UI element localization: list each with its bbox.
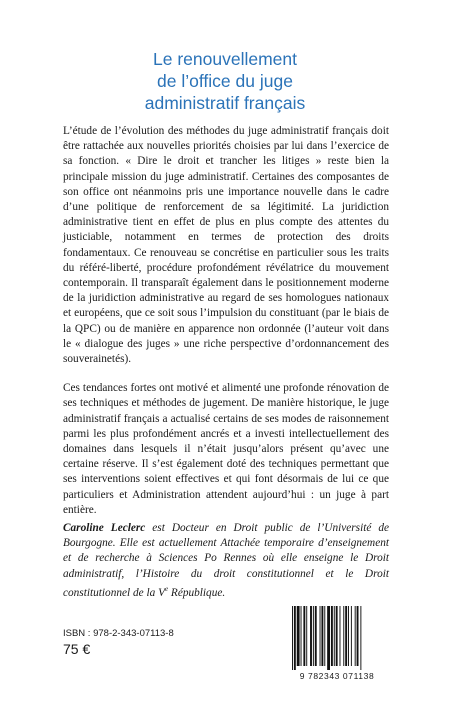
- barcode-bar: [351, 606, 352, 666]
- summary-paragraph-2: Ces tendances fortes ont motivé et alimenté une profonde rénovation de ses techniques et méthodes de jugement. De manière historique, le juge administratif français a actualisé certains de ses modes de raisonnement parmi les plus profondément ancrés et a investi intellectuellement des domaines dans lesquels il n’était jusqu’alors présent qu’avec une certaine réserve. Il s’est également doté des techniques permettant que ses interventions soient effectives et qui font désormais de lui ce que particuliers et Administration attendent aujourd’hui : un juge à part entière.: [63, 382, 389, 516]
- author-name: Caroline Leclerc: [63, 522, 146, 534]
- barcode-bar: [345, 606, 347, 666]
- author-bio-superscript: e: [164, 584, 169, 593]
- title-line-1: Le renouvellement: [153, 49, 297, 69]
- barcode-bar: [294, 606, 296, 670]
- barcode-bar: [315, 606, 317, 666]
- author-bio: [63, 521, 389, 601]
- author-bio-text-1: est Docteur en Droit public de l’Université de Bourgogne. Elle est actuellement Attachée temporaire d’enseignement et de recherche à Sciences Po Rennes où elle enseigne le Droit administratif, l’Histoire du droit constitutionnel et le Droit constitutionnel de la V: [63, 522, 390, 599]
- barcode-bar: [306, 606, 307, 666]
- barcode-bar: [334, 606, 335, 666]
- barcode-bar: [303, 606, 305, 666]
- isbn-text: ISBN : 978-2-343-07113-8: [63, 628, 174, 639]
- barcode-bar: [324, 606, 325, 666]
- title-line-3: administratif français: [144, 93, 306, 113]
- barcode-bar: [292, 606, 293, 670]
- barcode-digits: 9 782343 071138: [299, 671, 375, 681]
- summary-text: [63, 124, 389, 532]
- barcode-bar: [313, 606, 314, 666]
- barcode-bars: [288, 606, 388, 672]
- barcode-bar: [331, 606, 333, 666]
- barcode-bar: [360, 606, 361, 670]
- barcode-image: [288, 606, 388, 680]
- title-line-2: de l’office du juge: [157, 71, 293, 91]
- barcode-bar: [340, 606, 341, 666]
- barcode-bar: [336, 606, 338, 666]
- author-bio-text-2: République.: [168, 586, 226, 599]
- barcode-bar: [320, 606, 321, 666]
- book-title: [0, 48, 450, 114]
- barcode-bar: [357, 606, 359, 666]
- summary-paragraph-1: L’étude de l’évolution des méthodes du juge administratif français doit être rattachée aux nouvelles priorités choisies par lui dans l’exercice de sa fonction. « Dire le droit et trancher les litiges » reste bien la principale mission du juge administratif. Certaines des composantes de son office ont néanmoins pris une importance nouvelle dans le cadre d’une politique de renforcement de sa légitimité. La juridiction administrative tient en effet de plus en plus compte des attentes du justiciable, notamment en termes de protection des droits fondamentaux. Ce renouveau se concrétise en particulier sous les traits du référé-liberté, procédure profondément révélatrice du mouvement contemporain. Il transparaît également dans le positionnement moderne de la juridiction administrative au regard de ses homologues nationaux et européens, que ce soit sous l’impulsion du constituant (par le biais de la QPC) ou de manière en apparence non ordonnée (l’auteur voit dans le « dialogue des juges » une riche perspective d’ordonnancement des souverainetés).: [63, 125, 389, 366]
- barcode-bar: [297, 606, 300, 666]
- barcode-bar: [348, 606, 349, 666]
- barcode-bar: [321, 606, 323, 666]
- barcode-bar: [327, 606, 330, 670]
- barcode-bar: [301, 606, 302, 666]
- barcode-bar: [355, 606, 356, 666]
- barcode-bar: [310, 606, 312, 666]
- price-text: 75 €: [63, 641, 91, 657]
- barcode-bar: [343, 606, 344, 666]
